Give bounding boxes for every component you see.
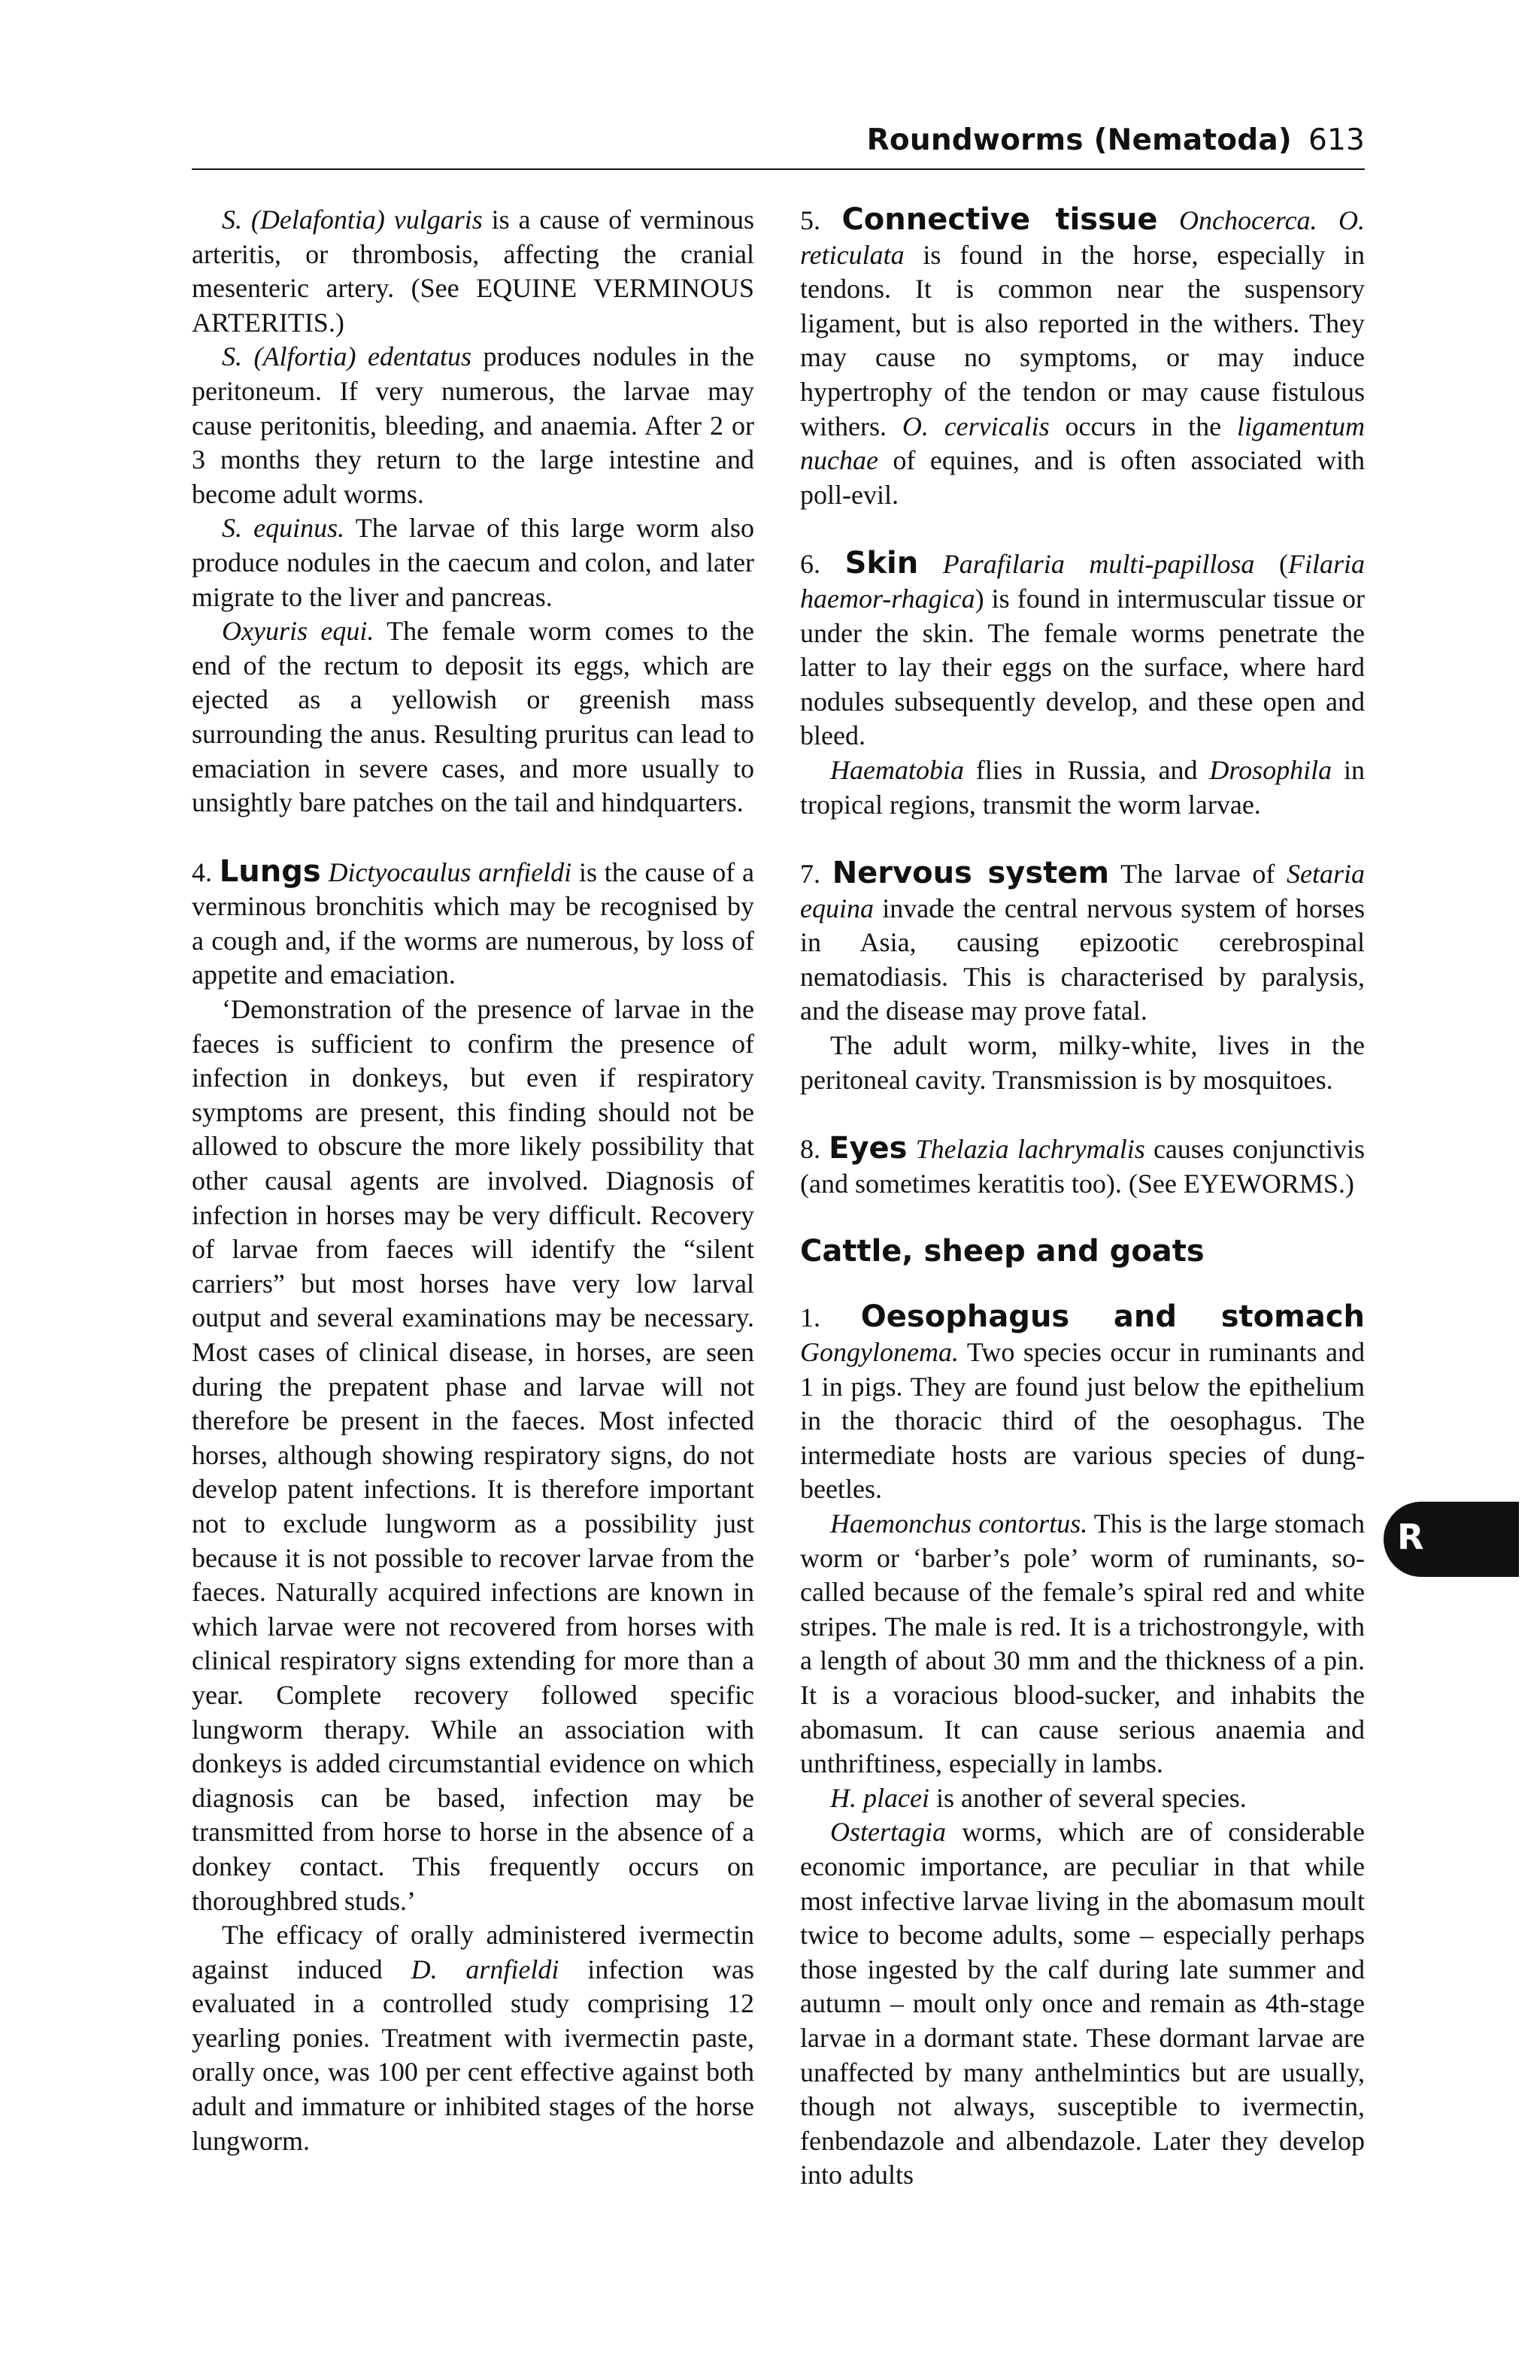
species-name: S. (Alfortia) edentatus (222, 341, 471, 372)
section-heading: Skin (844, 546, 919, 581)
section-heading: Oesophagus and stomach (860, 1299, 1365, 1335)
species-name: S. equinus. (222, 513, 345, 544)
section-heading: Connective tissue (841, 202, 1158, 237)
cross-reference: EQUINE VERMINOUS ARTERITIS (192, 273, 754, 338)
body-text: worms, which are of considerable economic importance, are peculiar in that while most infective larvae living in the abomasum moult twice to become adults, some – especially perhaps those ingested by the calf during late summer and autumn – moult only once and remain as 4th-stage larvae in a dormant state. These dormant larvae are unaffected by many anthelmintics but are usually, though not always, susceptible to ivermectin, fenbendazole and albendazole. Later they develop into adults (800, 1817, 1365, 2191)
paragraph-vectors (800, 753, 1365, 822)
section-number: 6. (800, 549, 845, 580)
body-text: ) is found in intermuscular tissue or under the skin. The female worms penetrate the latter to lay their eggs on the surface, where hard nodules subsequently develop, and these open and bleed. (800, 583, 1365, 751)
page-number: 613 (1308, 123, 1365, 157)
species-name: Setaria equina (800, 859, 1366, 923)
section-heading: Nervous system (832, 856, 1110, 891)
thumb-index-tab (1384, 1502, 1519, 1577)
subsection-heading: Cattle, sheep and goats (800, 1234, 1205, 1269)
body-text: The efficacy of orally administered ivermectin against induced (192, 1920, 754, 1984)
section-nervous-system (800, 856, 1365, 1029)
body-text: of equines, and is often associated with poll-evil. (800, 445, 1365, 510)
body-text: in tropical regions, transmit the worm larvae. (800, 754, 1365, 820)
running-header (192, 123, 1365, 170)
species-name: Oxyuris equi. (222, 616, 374, 647)
right-column (800, 203, 1365, 2193)
species-name: Drosophila (1209, 754, 1332, 785)
section-number: 8. (800, 1134, 829, 1165)
body-text: is a cause of verminous arteritis, or thrombosis, affecting the cranial mesenteric artery. (See (192, 205, 754, 304)
section-number: 1. (800, 1302, 861, 1333)
species-name: Haematobia (830, 754, 964, 785)
paragraph-adult-worm: The adult worm, milky-white, lives in the peritoneal cavity. Transmission is by mosquitoes. (800, 1030, 1365, 1095)
paragraph-quote: ‘Demonstration of the presence of larvae in the faeces is sufficient to confirm the presence of infection in donkeys, but even if respiratory symptoms are present, this finding should not be allowed to obscure the more likely possibility that other causal agents are involved. Diagnosis of infection in horses may be very difficult. Recovery of larvae from faeces will identify the “silent carriers” but most horses have very low larval output and several examinations may be necessary. Most cases of clinical disease, in horses, are seen during the prepatent phase and larvae will not therefore be present in the faeces. Most infected horses, although showing respiratory signs, do not develop patent infections. It is therefore important not to exclude lungworm as a possibility just because it is not possible to recover larvae from the faeces. Naturally acquired infections are known in which larvae were not recovered from horses with clinical respiratory signs extending for more than a year. Complete recovery followed specific lungworm therapy. While an association with donkeys is added circumstantial evidence on which diagnosis can be based, infection may be transmitted from horse to horse in the absence of a donkey contact. This frequently occurs on thoroughbred studs.’ (192, 994, 754, 1916)
species-name: H. placei (830, 1782, 929, 1813)
body-text: Two species occur in ruminants and 1 in pigs. They are found just below the epithelium in the thoracic third of the oesophagus. The intermediate hosts are various species of dung-beetles. (800, 1337, 1365, 1505)
paragraph-oxyuris (192, 614, 754, 820)
paragraph-ostertagia (800, 1815, 1365, 2193)
species-name: S. (Delafontia) vulgaris (222, 205, 483, 235)
paragraph-alfortia (192, 340, 754, 511)
body-text: produces nodules in the peritoneum. If very numerous, the larvae may cause peritonitis, bleeding, and anaemia. After 2 or 3 months they return to the large intestine and become adult worms. (192, 341, 754, 509)
section-number: 4. (192, 856, 220, 887)
section-skin (800, 547, 1365, 753)
species-name: O. cervicalis (902, 411, 1050, 441)
body-text: infection was evaluated in a controlled study comprising 12 yearling ponies. Treatment with ivermectin paste, orally once, was 100 per cent effective against both adult and immature or inhibited stages of the horse lungworm. (192, 1954, 755, 2156)
running-title-text: Roundworms (Nematoda) (866, 123, 1292, 157)
paragraph-delafontia (192, 203, 754, 340)
body-text: is found in the horse, especially in tendons. It is common near the suspensory ligament, but is also reported in the withers. They may cause no symptoms, or may induce hypertrophy of the tendon or may cause fistulous withers. (800, 239, 1365, 441)
section-heading: Lungs (219, 853, 321, 889)
cross-reference: EYEWORMS (1183, 1168, 1338, 1199)
body-text: flies in Russia, and (963, 754, 1210, 785)
species-name: Gongylonema. (800, 1337, 959, 1368)
body-text: The female worm comes to the end of the rectum to deposit its eggs, which are ejected as a yellowish or greenish mass surrounding the anus. Resulting pruritus can lead to emaciation in severe cases, and more usually to unsightly bare patches on the tail and hindquarters. (192, 616, 754, 818)
section-oesophagus (800, 1300, 1365, 1507)
anatomy-term: ligamentum nuchae (800, 411, 1365, 476)
section-heading: Eyes (829, 1131, 908, 1166)
section-connective-tissue (800, 203, 1365, 512)
body-text: causes conjunctivis (and sometimes keratitis too). (See (800, 1134, 1366, 1199)
paragraph-haemonchus (800, 1507, 1365, 1781)
species-name: Ostertagia (830, 1817, 947, 1848)
left-column (192, 203, 754, 2158)
body-text: occurs in the (1049, 411, 1238, 441)
body-text: .) (1338, 1168, 1354, 1199)
body-text: The larvae of (1109, 859, 1287, 890)
body-text: is another of several species. (929, 1782, 1247, 1813)
species-name: Onchocerca. O. reticulata (800, 205, 1365, 270)
body-text: This is the large stomach worm or ‘barber’s pole’ worm of ruminants, so-called because of the female’s spiral red and white stripes. The male is red. It is a trichostrongyle, with a length of about 30 mm and the thickness of a pin. It is a voracious blood-sucker, and inhabits the abomasum. It can cause serious anaemia and unthriftiness, especially in lambs. (800, 1508, 1365, 1779)
species-name: Parafilaria multi-papillosa (942, 549, 1255, 580)
species-name: Filaria haemor-rhagica (800, 549, 1366, 614)
species-name: D. arnfieldi (411, 1954, 559, 1984)
species-name: Dictyocaulus arnfieldi (328, 856, 572, 887)
section-number: 5. (800, 205, 842, 235)
section-lungs (192, 855, 754, 993)
section-number: 7. (800, 859, 832, 890)
body-text: .) (328, 307, 344, 338)
body-text: is the cause of a verminous bronchitis which may be recognised by a cough and, if the worms are numerous, by loss of appetite and emaciation. (192, 856, 754, 990)
body-text: The larvae of this large worm also produce nodules in the caecum and colon, and later migrate to the liver and pancreas. (192, 513, 754, 612)
paragraph-ivermectin (192, 1918, 754, 2158)
paragraph-placei (800, 1781, 1365, 1816)
section-eyes (800, 1132, 1365, 1201)
species-name: Thelazia lachrymalis (915, 1134, 1145, 1165)
running-title (867, 123, 1365, 157)
body-text: invade the central nervous system of horses in Asia, causing epizootic cerebrospinal nematodiasis. This is characterised by paralysis, and the disease may prove fatal. (800, 893, 1365, 1026)
species-name: Haemonchus contortus. (830, 1508, 1088, 1539)
thumb-index-letter: R (1397, 1517, 1424, 1557)
body-text: ( (1254, 549, 1288, 580)
paragraph-equinus (192, 511, 754, 614)
